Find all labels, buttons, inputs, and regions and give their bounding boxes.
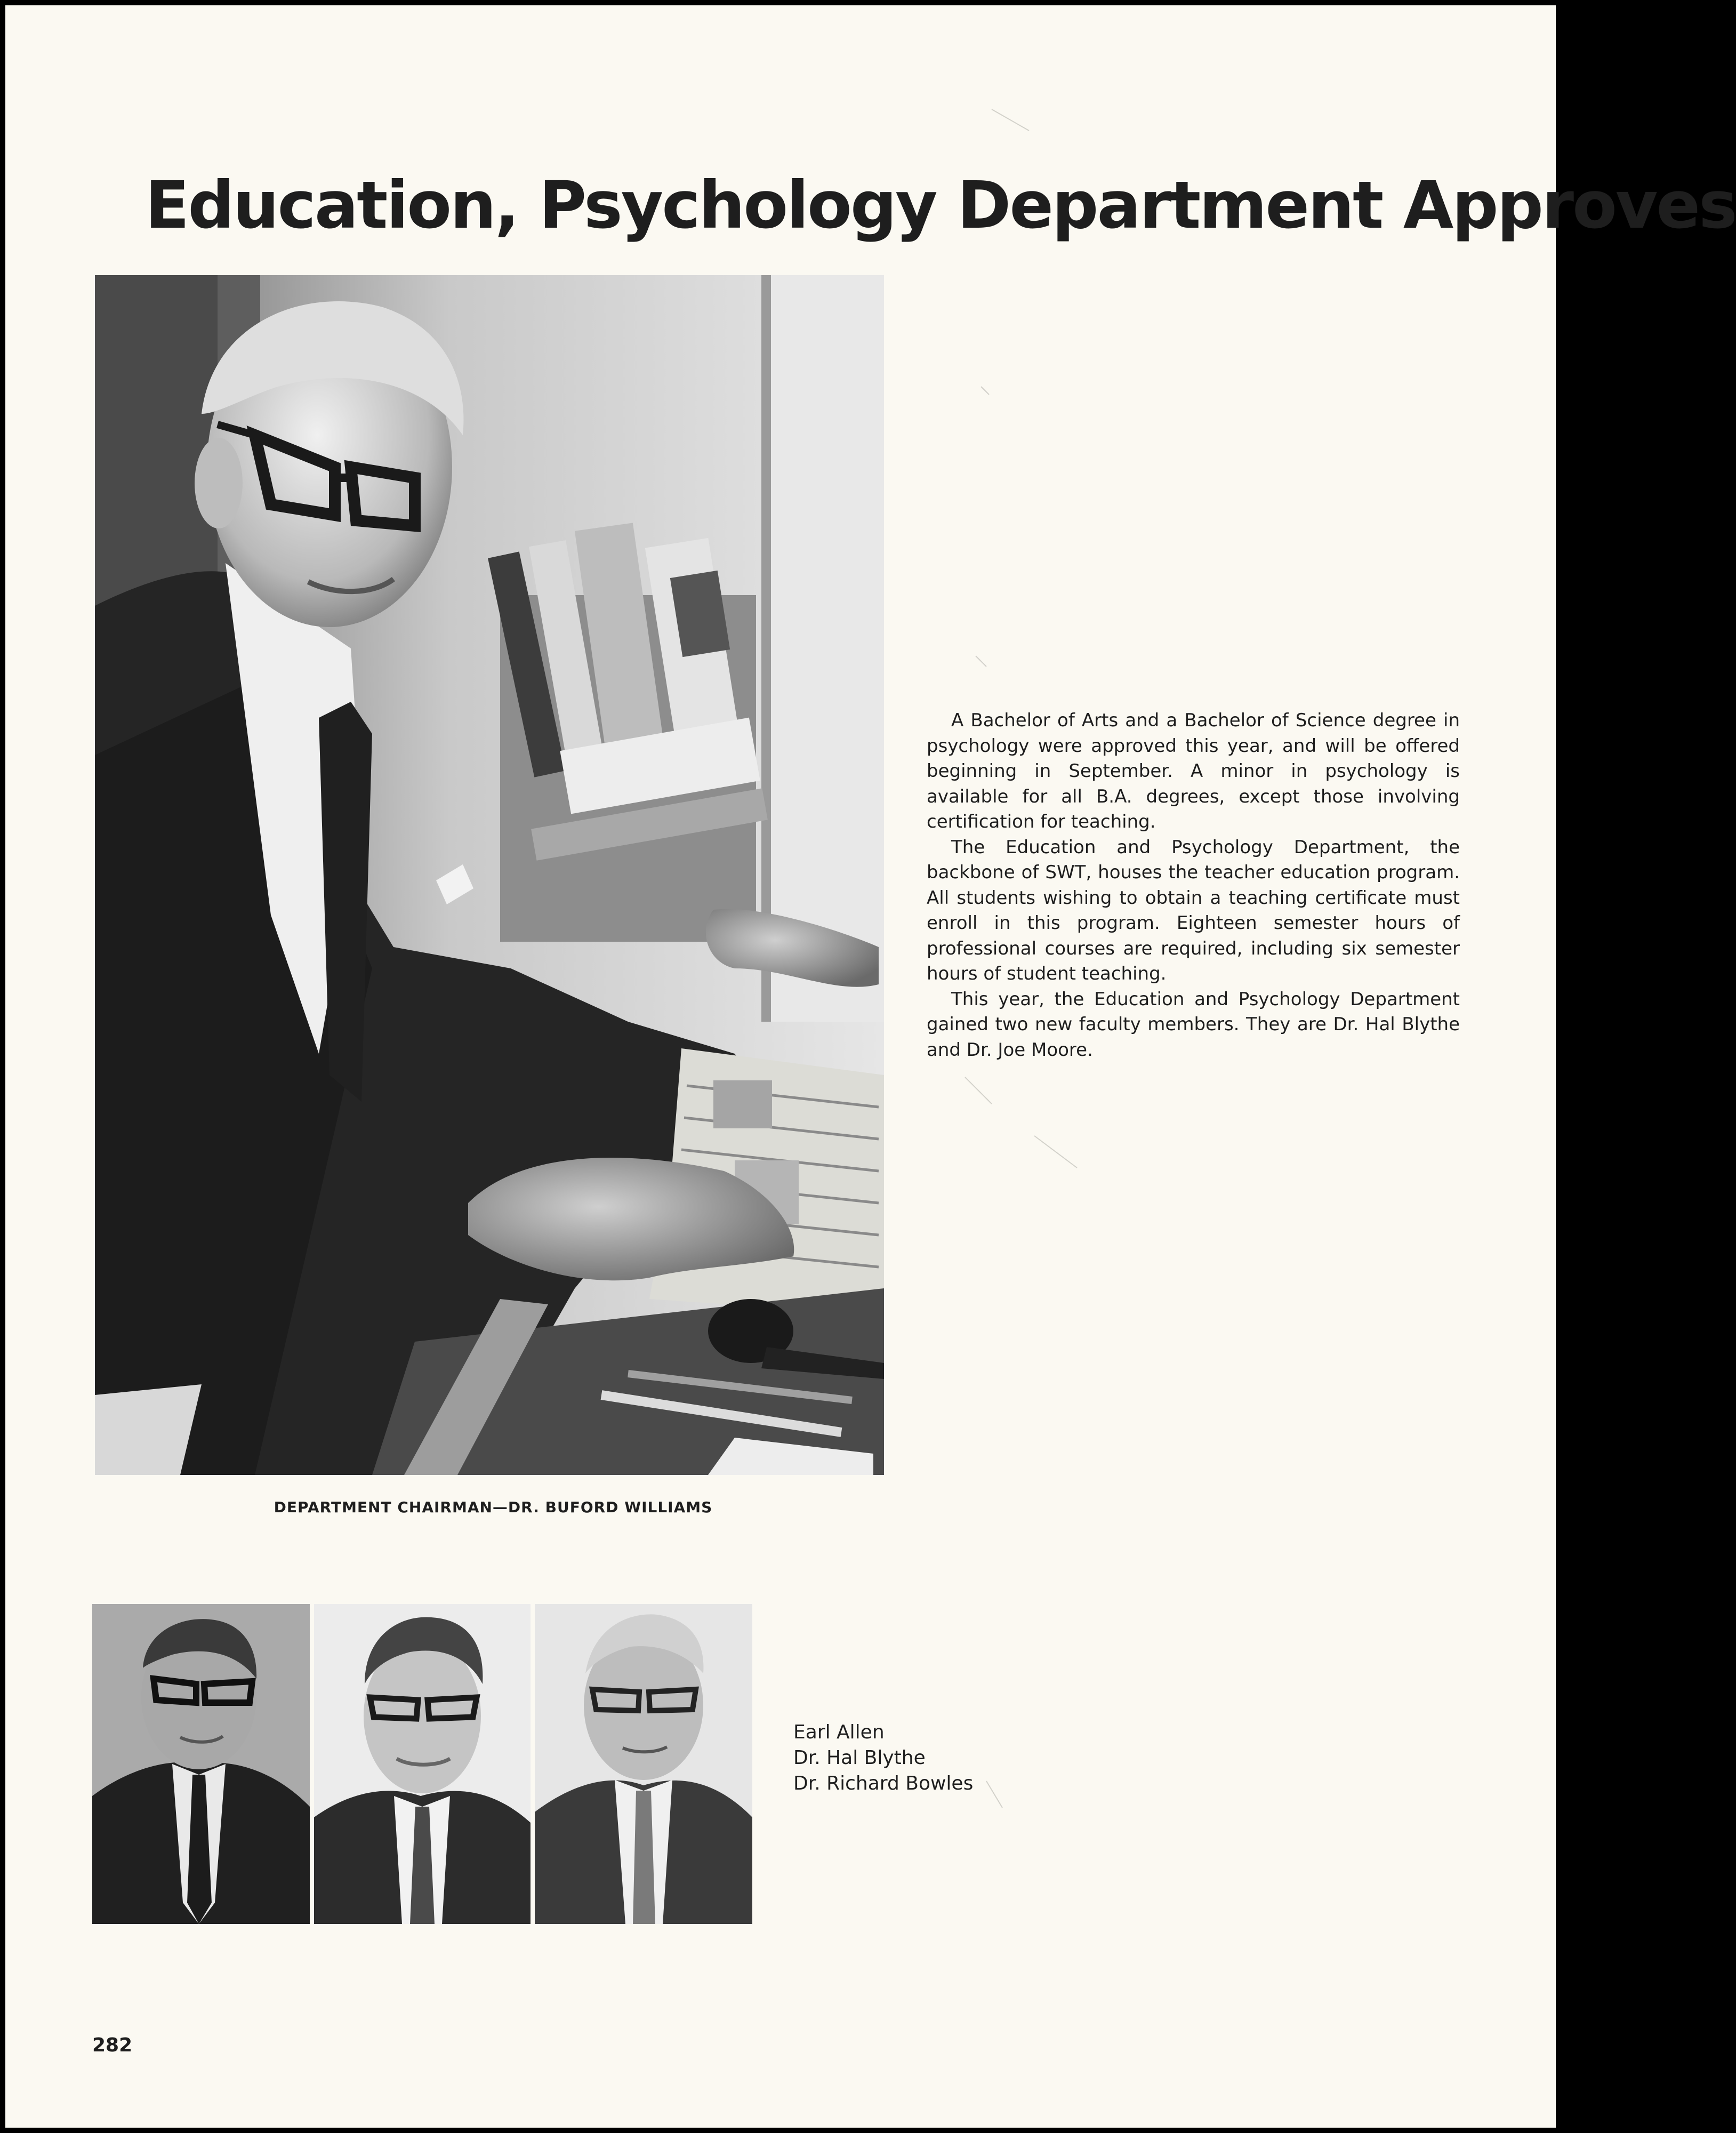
faculty-name: Earl Allen <box>793 1721 885 1743</box>
faculty-photo-row <box>92 1604 756 1924</box>
article-body <box>927 708 1460 1063</box>
faculty-portrait <box>314 1604 531 1924</box>
faculty-portrait <box>92 1604 310 1924</box>
yearbook-page <box>5 5 1736 2128</box>
article-paragraph: A Bachelor of Arts and a Bachelor of Science degree in psychology were approved this year, and will be offered beginning in September. A minor in psychology is available for all B.A. degrees, except those involving certification for teaching. <box>927 710 1460 832</box>
photo-caption: DEPARTMENT CHAIRMAN—DR. BUFORD WILLIAMS <box>274 1498 713 1516</box>
faculty-names-list <box>793 1720 973 1797</box>
article-paragraph: The Education and Psychology Department, the backbone of SWT, houses the teacher education program. All students wishing to obtain a teaching certificate must enroll in this program. Eighteen semester hours of professional courses are required, including six semester hours of student teaching. <box>927 836 1460 984</box>
page-number: 282 <box>92 2034 133 2056</box>
article-paragraph: This year, the Education and Psychology Department gained two new faculty members. They are Dr. Hal Blythe and Dr. Joe Moore. <box>927 988 1460 1061</box>
faculty-portrait <box>535 1604 752 1924</box>
department-chairman-photo <box>95 275 884 1475</box>
faculty-name: Dr. Hal Blythe <box>793 1747 926 1769</box>
faculty-name: Dr. Richard Bowles <box>793 1773 974 1794</box>
page-title: Education, Psychology Department Approves <box>145 167 1736 243</box>
